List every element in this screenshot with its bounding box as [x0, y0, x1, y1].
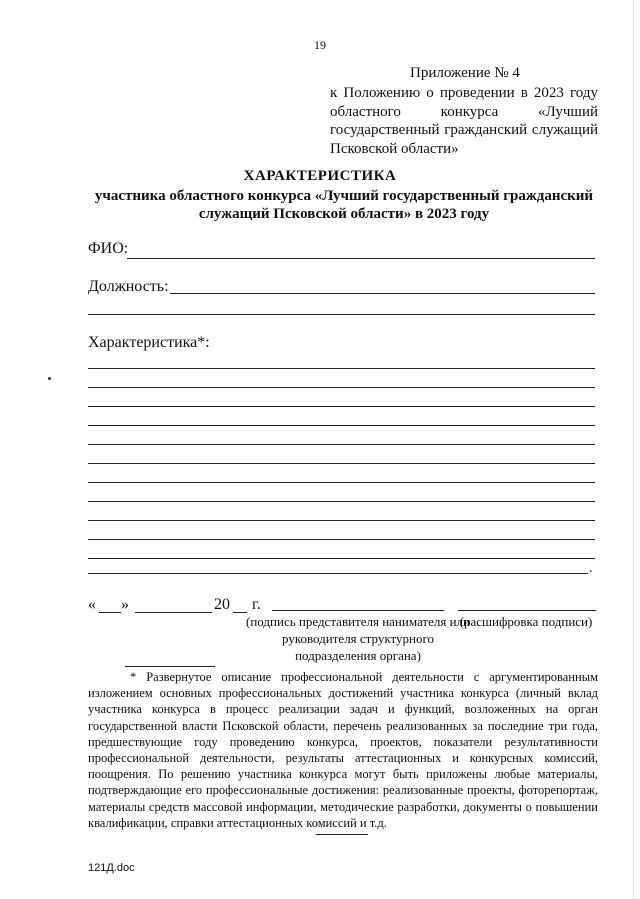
characteristic-end-dot: .: [589, 561, 593, 576]
characteristic-line[interactable]: [88, 463, 595, 464]
date-month-line[interactable]: [135, 612, 212, 613]
footnote-text: * Развернутое описание профессиональной деятельности с аргументированным изложением основных профессиональных достижений участника конкурса (личный вклад участника конкурса в процесс реализации задач и функций, возложенных на орган государственной власти Псковской области, перечень реализованных за последние три года, предшествующие году проведению конкурса, проектов, показатели результативности профессиональной деятельности, результаты аттестационных и конкурсных комиссий, поощрения. По решению участника конкурса могут быть приложены любые материалы, подтверждающие его профессиональные достижения: реализованные проекты, фоторепортаж, материалы средств массовой информации, методические разработки, документы о повышении квалификации, справки аттестационных комиссий и т.д.: [88, 670, 598, 830]
signature-decode-caption: (расшифровка подписи): [459, 614, 593, 629]
document-subtitle: участника областного конкурса «Лучший государственный гражданский служащий Псковской области» в 2023 году: [94, 188, 594, 222]
footnote: [88, 669, 598, 831]
signature-caption: (подпись представителя нанимателя или руководителя структурного подразделения органа): [246, 614, 470, 663]
characteristic-line[interactable]: [88, 425, 595, 426]
document-title: ХАРАКТЕРИСТИКА: [243, 168, 397, 184]
date-open-quote: «: [88, 596, 96, 613]
date-year-suffix: г.: [252, 596, 261, 613]
characteristic-label: Характеристика*:: [88, 334, 210, 351]
characteristic-line[interactable]: [88, 444, 595, 445]
scan-speck: [48, 377, 51, 380]
characteristic-line[interactable]: [88, 520, 595, 521]
characteristic-line[interactable]: [88, 558, 595, 559]
characteristic-line[interactable]: [88, 482, 595, 483]
date-day-line[interactable]: [99, 612, 121, 613]
appendix-reference: к Положению о проведении в 2023 году областного конкурса «Лучший государственный гражданский служащий Псковской области»: [330, 85, 598, 157]
characteristic-line[interactable]: [88, 539, 595, 540]
footnote-separator: [125, 666, 215, 667]
file-name: 121Д.doc: [88, 862, 135, 874]
characteristic-line[interactable]: [88, 368, 595, 369]
signature-decode-line[interactable]: [458, 610, 596, 611]
appendix-title: Приложение № 4: [410, 65, 520, 81]
date-year-line[interactable]: [233, 612, 247, 613]
characteristic-line[interactable]: [88, 387, 595, 388]
position-label: Должность:: [88, 278, 169, 295]
position-input-line-2[interactable]: [88, 314, 595, 315]
characteristic-line-last[interactable]: [88, 573, 588, 574]
fio-label: ФИО:: [88, 240, 129, 257]
signature-line[interactable]: [272, 610, 444, 611]
characteristic-line[interactable]: [88, 501, 595, 502]
position-input-line[interactable]: [170, 293, 595, 294]
scan-edge: [633, 0, 634, 899]
date-close-quote: »: [121, 596, 129, 613]
page-number: 19: [314, 38, 326, 52]
date-year-prefix: 20: [214, 596, 230, 613]
fio-input-line[interactable]: [127, 258, 595, 259]
end-rule: [316, 834, 368, 835]
characteristic-line[interactable]: [88, 406, 595, 407]
